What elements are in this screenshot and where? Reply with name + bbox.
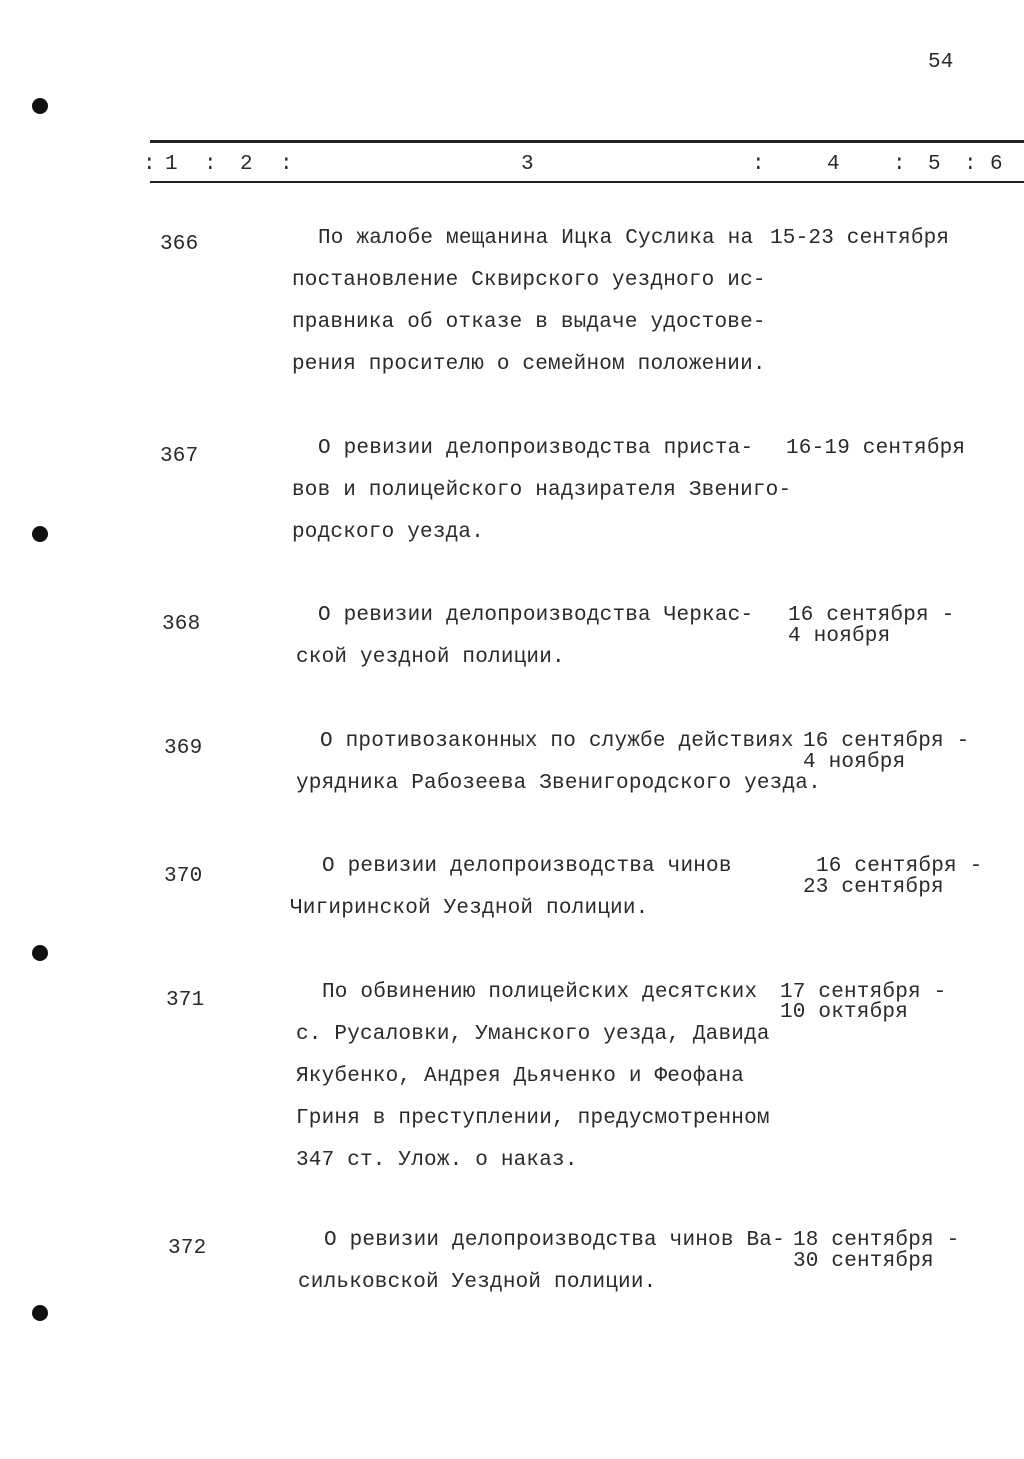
punch-hole	[32, 1305, 48, 1321]
entry-date: 4 ноября	[803, 751, 906, 774]
entry-text-line: По жалобе мещанина Ицка Суслика на	[318, 227, 754, 250]
column-1: 1	[165, 153, 178, 176]
entry-text-line: вов и полицейского надзирателя Звениго-	[292, 479, 792, 502]
entry-number: 372	[168, 1237, 207, 1260]
header-top-rule	[150, 140, 1024, 143]
entry-text-line: с. Русаловки, Уманского уезда, Давида	[296, 1023, 770, 1046]
entry-number: 371	[166, 989, 205, 1012]
punch-hole	[32, 945, 48, 961]
entry-date: 15-23 сентября	[770, 227, 950, 250]
entry-number: 367	[160, 445, 199, 468]
entry-text-line: 347 ст. Улож. о наказ.	[296, 1149, 578, 1172]
entry-date: 16 сентября -	[816, 855, 983, 878]
entry-date: 10 октября	[780, 1001, 909, 1024]
entry-number: 370	[164, 865, 203, 888]
entry-text-line: урядника Рабозеева Звенигородского уезда.	[296, 772, 821, 795]
header-bottom-rule	[150, 181, 1024, 183]
entry-text-line: ской уездной полиции.	[296, 646, 565, 669]
entry-text-line: По обвинению полицейских десятских	[322, 981, 758, 1004]
entry-text-line: постановление Сквирского уездного ис-	[292, 269, 766, 292]
entry-text-line: Чигиринской Уездной полиции.	[290, 897, 649, 920]
page-number: 54	[928, 51, 954, 74]
entry-text-line: Гриня в преступлении, предусмотренном	[296, 1107, 770, 1130]
entry-text-line: правника об отказе в выдаче удостове-	[292, 311, 766, 334]
entry-text-line: О ревизии делопроизводства чинов Ва-	[324, 1229, 785, 1252]
entry-number: 366	[160, 233, 199, 256]
entry-number: 368	[162, 613, 201, 636]
column-4: 4	[827, 153, 840, 176]
column-2: 2	[240, 153, 253, 176]
entry-text-line: О ревизии делопроизводства чинов	[322, 855, 732, 878]
entry-text-line: О противозаконных по службе действиях	[320, 730, 794, 753]
column-3: 3	[521, 153, 534, 176]
entry-text-line: О ревизии делопроизводства приста-	[318, 437, 754, 460]
punch-hole	[32, 98, 48, 114]
entry-date: 18 сентября -	[793, 1229, 960, 1252]
entry-date: 16 сентября -	[788, 604, 955, 627]
entry-date: 23 сентября	[803, 876, 944, 899]
entry-text-line: рения просителю о семейном положении.	[292, 353, 766, 376]
entry-date: 30 сентября	[793, 1250, 934, 1273]
entry-date: 4 ноября	[788, 625, 891, 648]
punch-hole	[32, 526, 48, 542]
column-5: 5	[928, 153, 941, 176]
entry-text-line: О ревизии делопроизводства Черкас-	[318, 604, 754, 627]
entry-date: 16-19 сентября	[786, 437, 966, 460]
entry-text-line: Якубенко, Андрея Дьяченко и Феофана	[296, 1065, 745, 1088]
column-6: 6	[990, 153, 1003, 176]
entry-text-line: сильковской Уездной полиции.	[298, 1271, 657, 1294]
entry-date: 17 сентября -	[780, 981, 947, 1004]
entry-text-line: родского уезда.	[292, 521, 485, 544]
entry-number: 369	[164, 737, 203, 760]
entry-date: 16 сентября -	[803, 730, 970, 753]
